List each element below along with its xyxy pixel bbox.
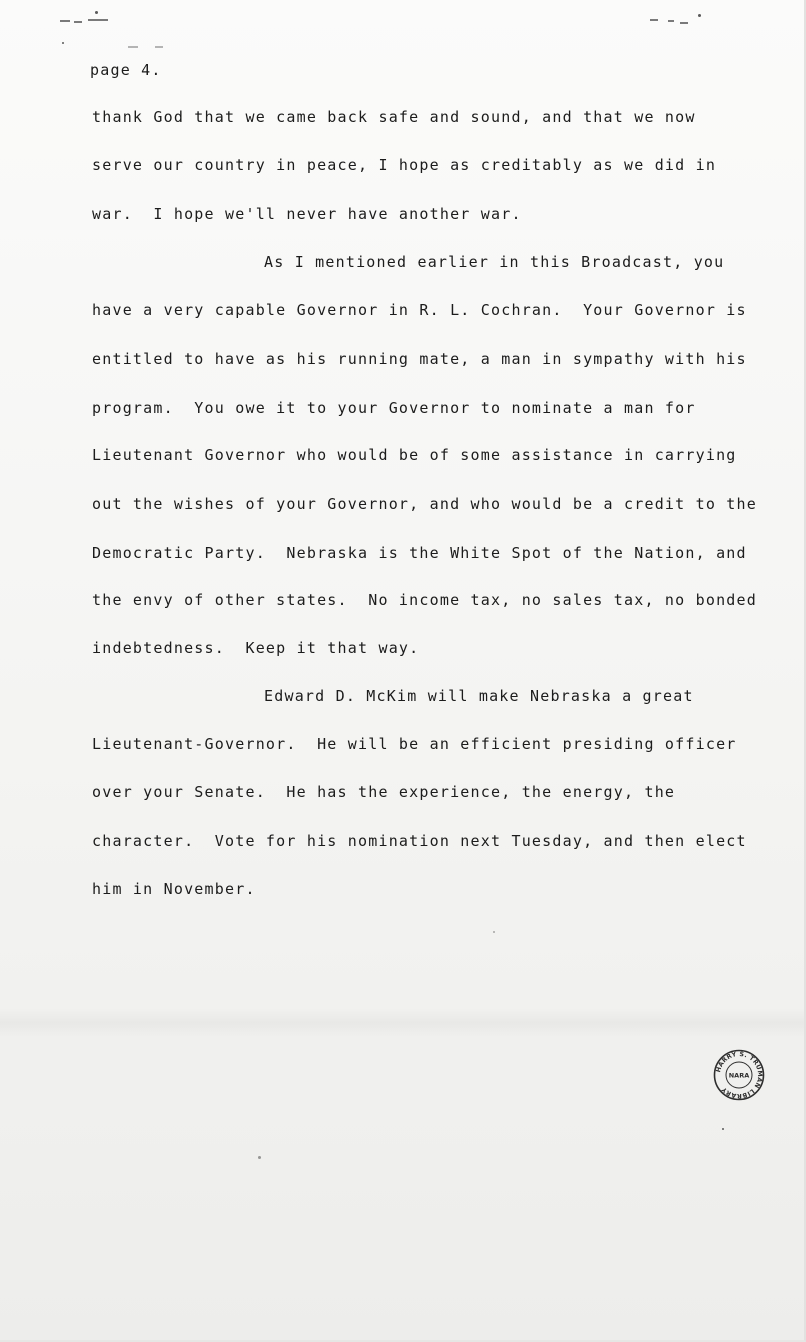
text-line: indebtedness. Keep it that way. [92,639,420,657]
text-line: have a very capable Governor in R. L. Cochran. Your Governor is [92,301,747,319]
ink-mark [650,19,658,21]
text-line: war. I hope we'll never have another war. [92,205,522,223]
page-number: page 4. [90,61,162,79]
text-line: Lieutenant Governor who would be of some assistance in carrying [92,446,737,464]
ink-speck [95,11,98,14]
ink-mark [128,46,138,48]
text-line: Edward D. McKim will make Nebraska a great [264,687,694,705]
library-stamp [713,1049,765,1101]
text-line: Democratic Party. Nebraska is the White Spot of the Nation, and [92,544,747,562]
ink-speck [493,931,495,933]
ink-mark [74,21,82,23]
ink-mark [668,20,674,22]
text-line: character. Vote for his nomination next Tuesday, and then elect [92,832,747,850]
stamp-center-text: NARA [728,1071,750,1080]
ink-speck [258,1156,261,1159]
text-line: entitled to have as his running mate, a man in sympathy with his [92,350,747,368]
text-line: over your Senate. He has the experience, the energy, the [92,783,676,801]
library-seal-icon [713,1049,765,1101]
ink-mark [60,20,70,22]
ink-speck [698,14,701,17]
ink-speck [62,42,64,44]
ink-speck [722,1128,724,1130]
text-line: serve our country in peace, I hope as creditably as we did in [92,156,717,174]
ink-mark [155,46,163,48]
text-line: As I mentioned earlier in this Broadcast, you [264,253,725,271]
text-line: program. You owe it to your Governor to nominate a man for [92,399,696,417]
text-line: the envy of other states. No income tax, no sales tax, no bonded [92,591,757,609]
ink-mark [88,19,108,21]
text-line: thank God that we came back safe and sound, and that we now [92,108,696,126]
text-line: Lieutenant-Governor. He will be an efficient presiding officer [92,735,737,753]
ink-mark [680,22,688,24]
stamp-ring-text: HARRY S. TRUMAN LIBRARY [715,1050,764,1100]
paper-fold [0,1008,804,1038]
text-line: out the wishes of your Governor, and who would be a credit to the [92,495,757,513]
text-line: him in November. [92,880,256,898]
